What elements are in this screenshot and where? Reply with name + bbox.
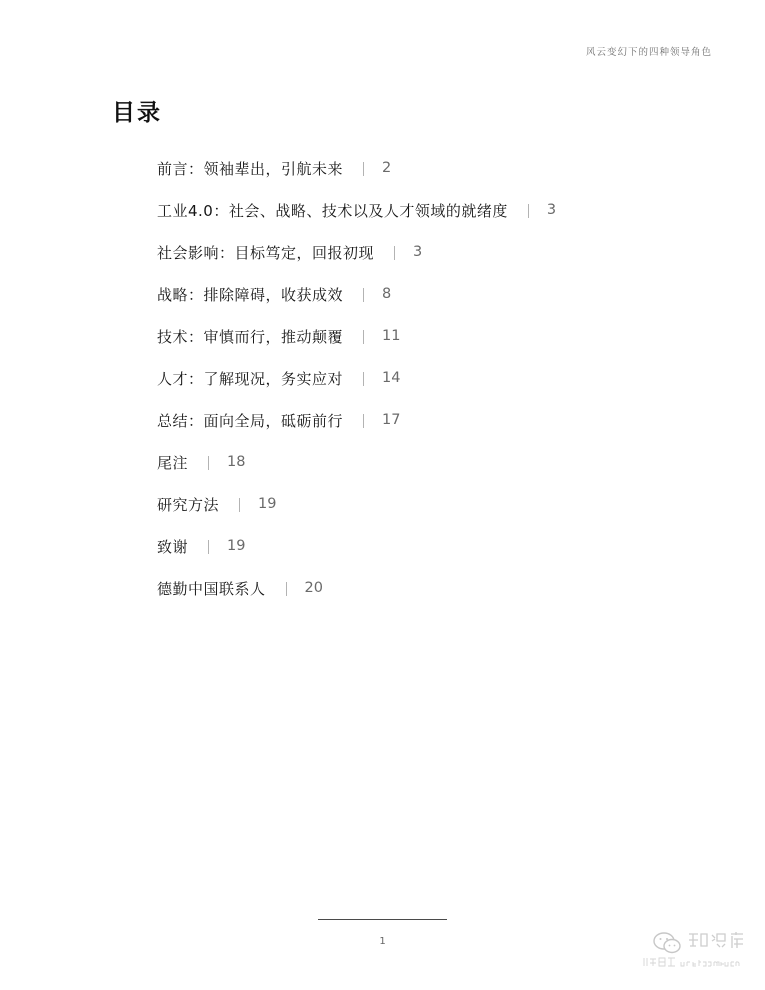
toc-item[interactable] <box>157 536 556 578</box>
toc-item-label: 致谢 <box>157 538 189 556</box>
toc-separator <box>394 246 395 260</box>
footer-divider <box>318 919 447 920</box>
watermark <box>642 926 757 972</box>
toc-item[interactable] <box>157 578 556 620</box>
toc-item[interactable] <box>157 410 556 452</box>
toc-item-page: 19 <box>227 538 246 554</box>
toc-item-page: 20 <box>304 580 323 596</box>
toc-item-page: 3 <box>413 244 423 260</box>
toc-item-label: 总结：面向全局，砥砺前行 <box>157 412 344 430</box>
toc-item-page: 18 <box>227 454 246 470</box>
toc-separator <box>286 582 287 596</box>
toc-item-page: 2 <box>382 160 392 176</box>
toc-separator <box>363 414 364 428</box>
wechat-icon <box>654 933 680 953</box>
toc-item-page: 14 <box>382 370 401 386</box>
toc-item-label: 人才：了解现况，务实应对 <box>157 370 344 388</box>
toc-item-page: 19 <box>258 496 277 512</box>
toc-separator <box>239 498 240 512</box>
toc-item[interactable] <box>157 242 556 284</box>
toc-item[interactable] <box>157 494 556 536</box>
toc-item-label: 前言：领袖辈出，引航未来 <box>157 160 344 178</box>
watermark-account-lettering <box>644 958 739 966</box>
toc-separator <box>208 540 209 554</box>
toc-item-page: 11 <box>382 328 401 344</box>
toc-separator <box>363 288 364 302</box>
page-number: 1 <box>379 936 386 947</box>
toc-item-label: 战略：排除障碍，收获成效 <box>157 286 344 304</box>
toc-item-page: 8 <box>382 286 392 302</box>
toc-item-label: 研究方法 <box>157 496 220 514</box>
toc-item[interactable] <box>157 284 556 326</box>
toc-item[interactable] <box>157 200 556 242</box>
toc-item[interactable] <box>157 158 556 200</box>
toc-separator <box>528 204 529 218</box>
toc-item-page: 17 <box>382 412 401 428</box>
running-header-title: 风云变幻下的四种领导角色 <box>585 47 712 58</box>
toc-item-label: 技术：审慎而行，推动颠覆 <box>157 328 344 346</box>
toc-separator <box>363 372 364 386</box>
toc-separator <box>363 330 364 344</box>
toc-item-label: 社会影响：目标笃定，回报初现 <box>157 244 375 262</box>
toc-item[interactable] <box>157 452 556 494</box>
toc-item-page: 3 <box>546 202 557 218</box>
toc-item-label: 德勤中国联系人 <box>157 580 266 598</box>
table-of-contents <box>157 158 556 620</box>
toc-item-label: 工业4.0：社会、战略、技术以及人才领域的就绪度 <box>157 202 508 220</box>
toc-item[interactable] <box>157 368 556 410</box>
watermark-lettering <box>689 932 743 948</box>
toc-item[interactable] <box>157 326 556 368</box>
toc-separator <box>363 162 364 176</box>
toc-separator <box>208 456 209 470</box>
toc-title: 目录 <box>112 100 162 126</box>
toc-item-label: 尾注 <box>157 454 189 472</box>
